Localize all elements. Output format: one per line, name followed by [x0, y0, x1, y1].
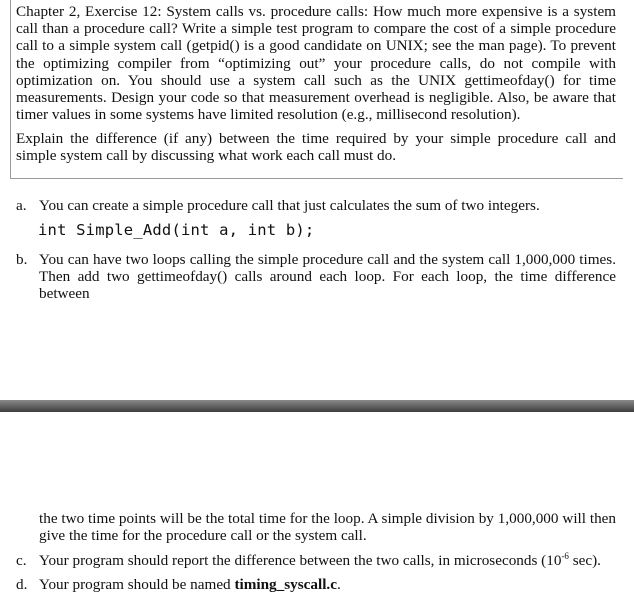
list-text-a: You can create a simple procedure call that just calculates the sum of two integers. — [39, 197, 540, 214]
list-text-d-after: . — [336, 576, 341, 593]
list-letter-b: b. — [16, 251, 28, 268]
code-snippet: int Simple_Add(int a, int b); — [38, 221, 315, 239]
filename: timing_syscall.c — [234, 576, 337, 593]
list-text-b-continued: the two time points will be the total time for the loop. A simple division by 1,000,000 will then give the time for the procedure call or the system call. — [39, 510, 616, 545]
list-text-c — [39, 552, 616, 569]
list-letter-c: c. — [16, 552, 27, 569]
list-text-d — [39, 576, 616, 593]
explain-paragraph: Explain the difference (if any) between the time required by your simple procedure call and simple system call by discussing what work each call must do. — [16, 130, 616, 165]
list-letter-a: a. — [16, 197, 27, 214]
list-text-b: You can have two loops calling the simple procedure call and the system call 1,000,000 times. Then add two gettimeofday() calls around each loop. For each loop, the time difference between — [39, 251, 616, 303]
exponent: -6 — [561, 551, 569, 561]
list-text-c-after: sec). — [568, 552, 601, 569]
list-letter-d: d. — [16, 576, 28, 593]
intro-paragraph: Chapter 2, Exercise 12: System calls vs. procedure calls: How much more expensive is a system call than a procedure call? Write a simple test program to compare the cost of a simple procedure call to a simple system call (getpid() is a good candidate on UNIX; see the man page). To prevent the optimizing compiler from “optimizing out” your procedure calls, do not compile with optimization on. You should use a system call such as the UNIX gettimeofday() for time measurements. Design your code so that measurement overhead is negligible. Also, be aware that timer values in some systems have limited resolution (e.g., millisecond resolution). — [16, 3, 616, 124]
list-text-d-before: Your program should be named — [39, 576, 235, 593]
list-text-c-before: Your program should report the difference between the two calls, in microseconds (10 — [39, 552, 562, 569]
page-break-band — [0, 400, 634, 412]
